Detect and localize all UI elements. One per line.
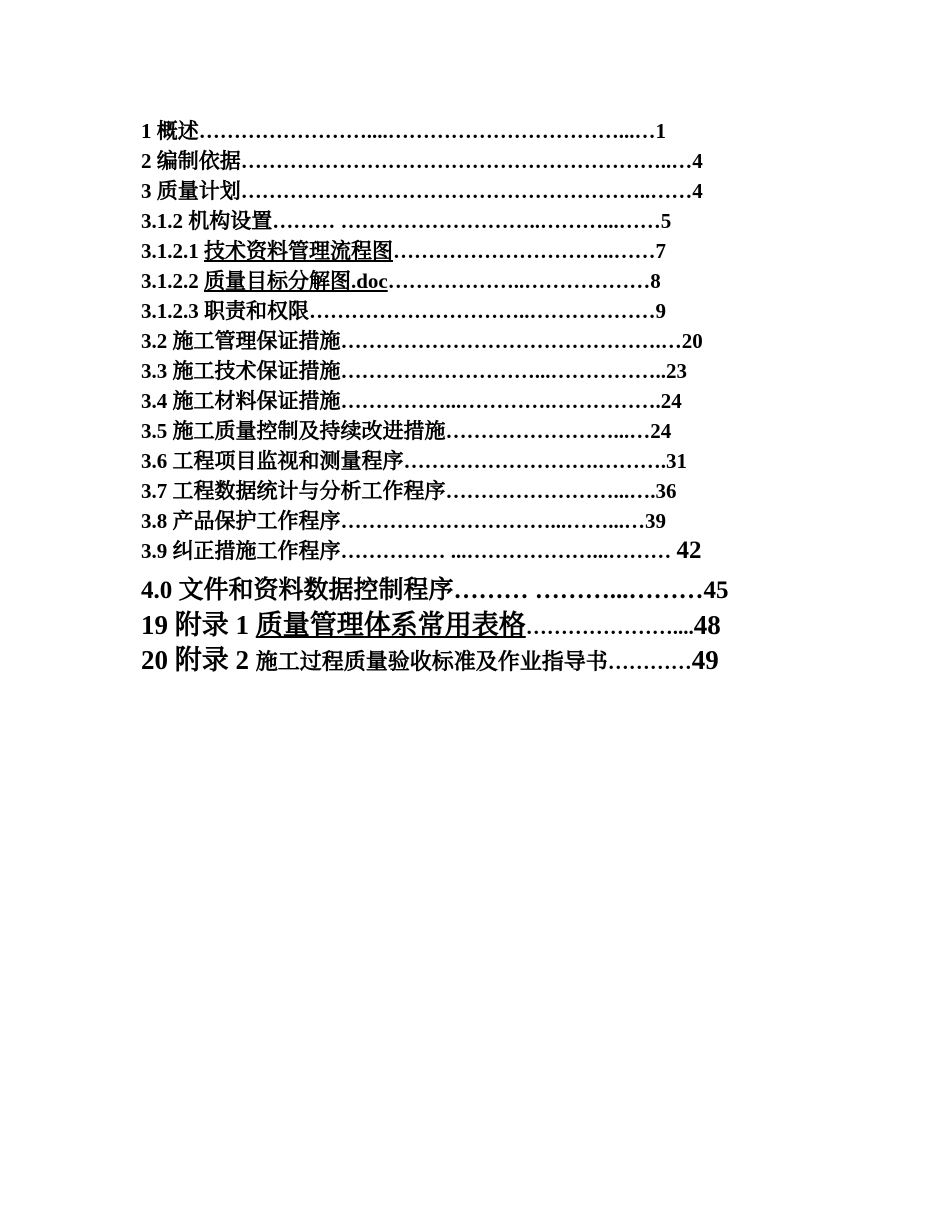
toc-page-number: 9	[655, 299, 666, 323]
toc-entry	[141, 205, 671, 235]
toc-number: 3.1.2.2	[141, 269, 204, 293]
toc-entry	[141, 145, 703, 175]
toc-number: 3.9	[141, 539, 173, 563]
toc-page-number: 36	[655, 479, 677, 503]
toc-title: 施工质量控制及持续改进措施	[172, 419, 446, 443]
toc-entry	[141, 535, 702, 565]
toc-title: 编制依据	[156, 149, 241, 173]
toc-title: 产品保护工作程序	[172, 509, 341, 533]
toc-entry[interactable]	[141, 265, 661, 295]
toc-leader: ……………………………………….…	[340, 329, 682, 353]
toc-leader: ……………………………………………………..…	[240, 149, 693, 173]
toc-page-number: 5	[660, 209, 672, 233]
toc-leader: …………………………..……	[393, 239, 656, 263]
toc-number: 3.6	[141, 449, 173, 473]
toc-title-link[interactable]: 质量目标分解图.doc	[204, 269, 388, 293]
toc-entry	[141, 505, 666, 535]
toc-leader: …………… ...………………...………	[340, 539, 677, 563]
toc-leader: ……………………...…	[445, 419, 651, 443]
toc-number: 3.8	[141, 509, 173, 533]
toc-title: 职责和权限	[204, 299, 309, 323]
toc-leader: …………………………...……...…	[340, 509, 645, 533]
toc-leader: ………………..………………	[387, 269, 651, 293]
toc-entry	[141, 445, 687, 475]
toc-entry	[141, 638, 719, 677]
toc-page-number: 1	[655, 119, 666, 143]
toc-page-number: 49	[691, 645, 719, 675]
toc-entry	[141, 355, 687, 385]
toc-page-number: 8	[650, 269, 661, 293]
toc-number: 3	[141, 179, 157, 203]
toc-title: 工程项目监视和测量程序	[172, 449, 404, 473]
toc-number: 4.0	[141, 577, 179, 604]
toc-number: 3.4	[141, 389, 173, 413]
toc-leader: ………….……………...……………..	[340, 359, 666, 383]
toc-number: 3.1.2.1	[141, 239, 204, 263]
toc-number: 1	[141, 119, 157, 143]
toc-leader: ……………………....……………………………...…	[198, 119, 656, 143]
toc-page-number: 42	[676, 537, 702, 564]
toc-title: 纠正措施工作程序	[172, 539, 341, 563]
toc-title: 施工管理保证措施	[172, 329, 341, 353]
toc-number: 20 附录 2	[141, 645, 256, 675]
toc-leader: …………………………..………………	[309, 299, 656, 323]
toc-entry	[141, 325, 703, 355]
toc-page-number: 20	[681, 329, 703, 353]
toc-entry	[141, 475, 677, 505]
toc-leader: …………………....	[525, 615, 694, 639]
toc-number: 3.5	[141, 419, 173, 443]
toc-title: 机构设置	[188, 209, 273, 233]
toc-title: 文件和资料数据控制程序	[178, 577, 454, 604]
toc-leader: ……… ………………………..………...……	[272, 209, 661, 233]
toc-leader: ……… ………...………	[453, 577, 704, 604]
toc-page-number: 31	[666, 449, 687, 473]
toc-leader: ……………………...….	[445, 479, 656, 503]
toc-number: 3.1.2.3	[141, 299, 204, 323]
toc-page-number: 45	[703, 577, 729, 604]
toc-entry	[141, 415, 671, 445]
toc-leader: …………………………………………………..……	[240, 179, 693, 203]
toc-number: 3.1.2	[141, 209, 189, 233]
toc-entry	[141, 570, 729, 606]
toc-page-number: 48	[693, 610, 721, 640]
toc-title-link[interactable]: 质量管理体系常用表格	[255, 610, 526, 640]
toc-page-number: 24	[660, 389, 682, 413]
toc-title-link[interactable]: 技术资料管理流程图	[204, 239, 393, 263]
toc-title: 施工材料保证措施	[172, 389, 341, 413]
toc-leader: ……………...………….…………….	[340, 389, 661, 413]
toc-number: 3.3	[141, 359, 173, 383]
toc-entry[interactable]	[141, 235, 666, 265]
toc-number: 3.2	[141, 329, 173, 353]
toc-entry	[141, 115, 666, 145]
toc-page-number: 4	[692, 149, 703, 173]
toc-title: 施工技术保证措施	[172, 359, 341, 383]
toc-title: 概述	[156, 119, 199, 143]
toc-page-number: 23	[666, 359, 687, 383]
toc-title: 工程数据统计与分析工作程序	[172, 479, 446, 503]
toc-entry	[141, 295, 666, 325]
toc-leader: ……………………….……….	[403, 449, 666, 473]
toc-entry[interactable]	[141, 603, 721, 642]
toc-page-number: 7	[655, 239, 666, 263]
toc-title: 施工过程质量验收标准及作业指导书	[255, 649, 608, 674]
toc-page-number: 39	[645, 509, 666, 533]
toc-entry	[141, 385, 682, 415]
toc-number: 3.7	[141, 479, 173, 503]
toc-entry	[141, 175, 703, 205]
toc-leader: …………	[607, 650, 692, 674]
toc-page-number: 4	[692, 179, 703, 203]
toc-page-number: 24	[650, 419, 672, 443]
toc-number: 19 附录 1	[141, 610, 256, 640]
toc-title: 质量计划	[156, 179, 241, 203]
toc-number: 2	[141, 149, 157, 173]
